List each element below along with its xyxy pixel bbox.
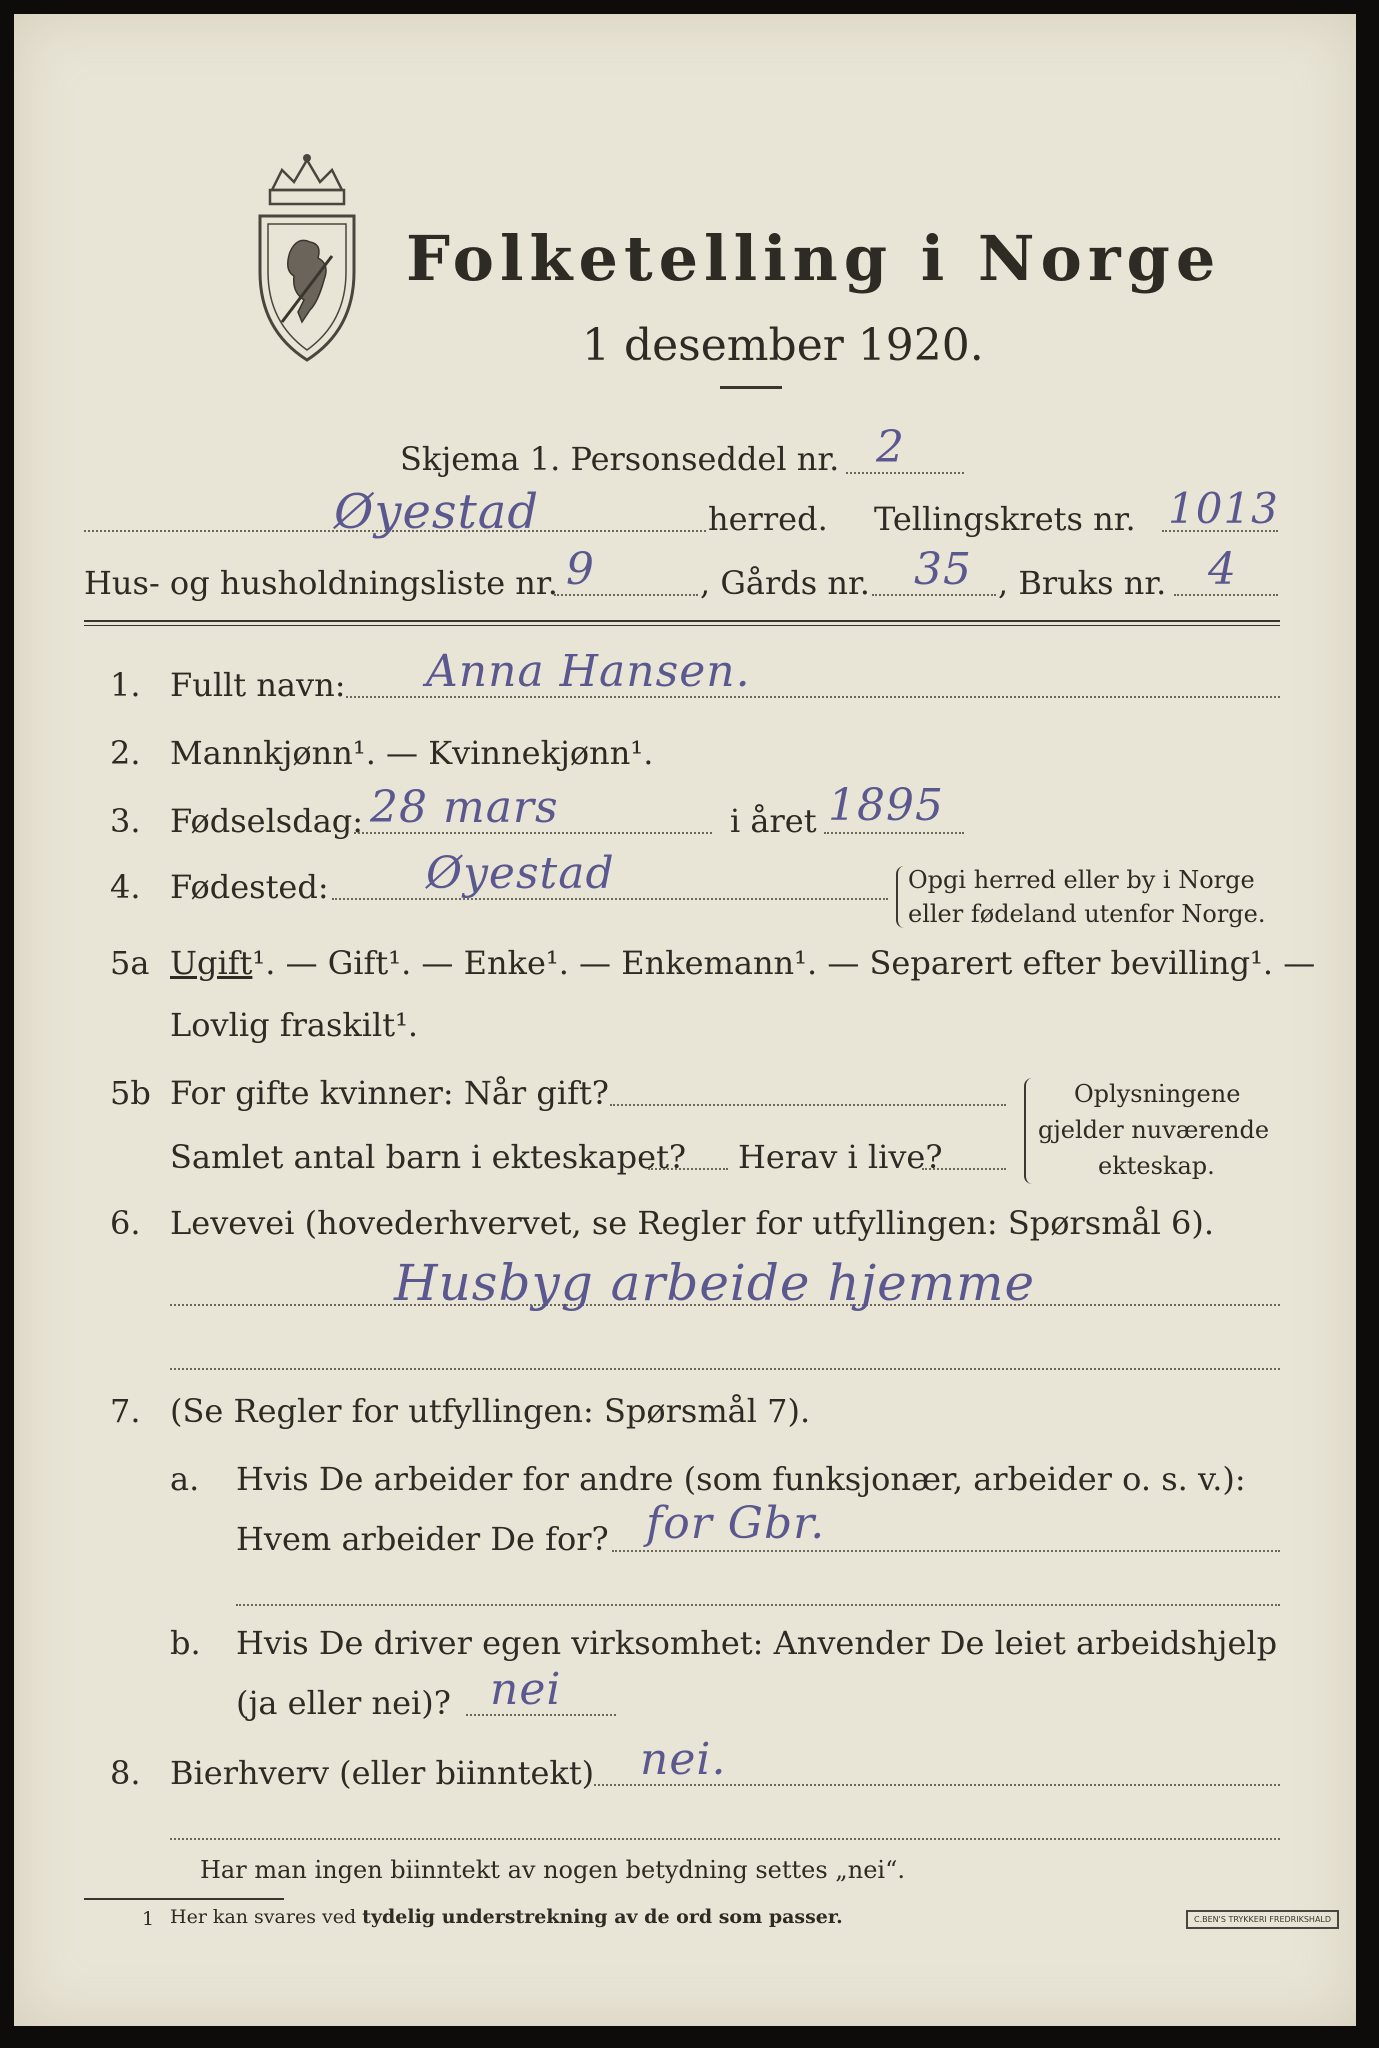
- q7b-line1: Hvis De driver egen virksomhet: Anvender De leiet arbeidshjelp: [236, 1624, 1278, 1662]
- q5b-note3: ekteskap.: [1098, 1152, 1215, 1180]
- q7a-line3: [236, 1604, 1280, 1606]
- q6-line2: [170, 1368, 1280, 1370]
- q1-number: 1.: [110, 666, 141, 704]
- footnote-text: Her kan svares ved tydelig understrekning av de ord som passer.: [170, 1906, 843, 1928]
- header-double-rule: [84, 620, 1280, 622]
- q3-year-line: [824, 832, 964, 834]
- q7b-line2: (ja eller nei)?: [236, 1684, 451, 1722]
- q4-birthplace-value: Øyestad: [426, 848, 615, 899]
- q7a-line1: Hvis De arbeider for andre (som funksjonær, arbeider o. s. v.):: [236, 1460, 1246, 1498]
- q5a-ugift-underlined: Ugift: [170, 944, 253, 982]
- q7b-answer-value: nei: [490, 1664, 562, 1715]
- q4-label: Fødested:: [170, 868, 329, 906]
- bruks-label: , Bruks nr.: [998, 564, 1167, 602]
- q8-number: 8.: [110, 1754, 141, 1792]
- bruks-value: 4: [1208, 544, 1237, 595]
- q3-birthday-value: 28 mars: [370, 782, 559, 833]
- personseddel-line: [846, 472, 964, 474]
- form-title: Folketelling i Norge: [406, 222, 1222, 295]
- q5b-number: 5b: [110, 1074, 151, 1112]
- census-date: 1 desember 1920.: [582, 320, 984, 371]
- q5b-alive-line: [922, 1168, 1006, 1170]
- q6-occupation-value: Husbyg arbeide hjemme: [394, 1254, 1036, 1312]
- q7-label: (Se Regler for utfyllingen: Spørsmål 7).: [170, 1392, 811, 1430]
- q7b-number: b.: [170, 1624, 201, 1662]
- q4-note-line1: Opgi herred eller by i Norge: [908, 866, 1255, 894]
- footnote-rule: [84, 1898, 284, 1900]
- q8-line2: [170, 1838, 1280, 1840]
- q1-full-name-value: Anna Hansen.: [426, 646, 751, 697]
- title-divider: [720, 386, 782, 389]
- herred-label: herred.: [708, 500, 828, 538]
- q7a-employer-value: for Gbr.: [646, 1498, 826, 1549]
- tellingskrets-value: 1013: [1168, 484, 1279, 533]
- q6-number: 6.: [110, 1204, 141, 1242]
- gaards-label: , Gårds nr.: [700, 564, 870, 602]
- tellingskrets-label: Tellingskrets nr.: [874, 500, 1136, 538]
- q5b-children-line: [648, 1168, 728, 1170]
- husliste-value: 9: [566, 544, 595, 595]
- printer-stamp: C.BEN'S TRYKKERI FREDRIKSHALD: [1186, 1910, 1339, 1929]
- herred-value: Øyestad: [334, 484, 540, 540]
- footnote-number: 1: [142, 1908, 155, 1930]
- q3-year-value: 1895: [828, 780, 944, 831]
- q5b-note2: gjelder nuværende: [1038, 1116, 1270, 1144]
- q7-number: 7.: [110, 1392, 141, 1430]
- q6-label: Levevei (hovederhvervet, se Regler for utfyllingen: Spørsmål 6).: [170, 1204, 1215, 1242]
- schema-label: Skjema 1. Personseddel nr.: [400, 440, 840, 478]
- q3-label: Fødselsdag:: [170, 802, 364, 840]
- q3-year-label: i året: [730, 802, 817, 840]
- personseddel-nr-value: 2: [876, 422, 905, 473]
- q5a-options: [170, 944, 1315, 982]
- q8-label: Bierhverv (eller biinntekt): [170, 1754, 595, 1792]
- footer-note: Har man ingen biinntekt av nogen betydning settes „nei“.: [200, 1856, 905, 1884]
- q5a-line2: Lovlig fraskilt¹.: [170, 1006, 419, 1044]
- q8-side-income-value: nei.: [640, 1734, 727, 1785]
- q7a-employer-line: [612, 1550, 1280, 1552]
- q7a-number: a.: [170, 1460, 200, 1498]
- q5a-number: 5a: [110, 944, 150, 982]
- q5b-note1: Oplysningene: [1074, 1080, 1241, 1108]
- coat-of-arms-icon: [252, 152, 362, 370]
- q5b-married-line: [610, 1104, 1006, 1106]
- q5a-other-options: ¹. — Gift¹. — Enke¹. — Enkemann¹. — Separert efter bevilling¹. —: [252, 944, 1316, 982]
- q5b-line2b: Herav i live?: [738, 1138, 943, 1176]
- q7a-line2: Hvem arbeider De for?: [236, 1520, 609, 1558]
- q2-label: Mannkjønn¹. — Kvinnekjønn¹.: [170, 734, 654, 772]
- q4-number: 4.: [110, 868, 141, 906]
- q4-note-line2: eller fødeland utenfor Norge.: [908, 900, 1266, 928]
- gaards-value: 35: [914, 544, 972, 595]
- q1-label: Fullt navn:: [170, 666, 346, 704]
- q5b-line2a: Samlet antal barn i ekteskapet?: [170, 1138, 687, 1176]
- husliste-label: Hus- og husholdningsliste nr.: [84, 564, 558, 602]
- q3-number: 3.: [110, 802, 141, 840]
- q2-number: 2.: [110, 734, 141, 772]
- q5b-line1: For gifte kvinner: Når gift?: [170, 1074, 609, 1112]
- census-form: [14, 14, 1356, 2026]
